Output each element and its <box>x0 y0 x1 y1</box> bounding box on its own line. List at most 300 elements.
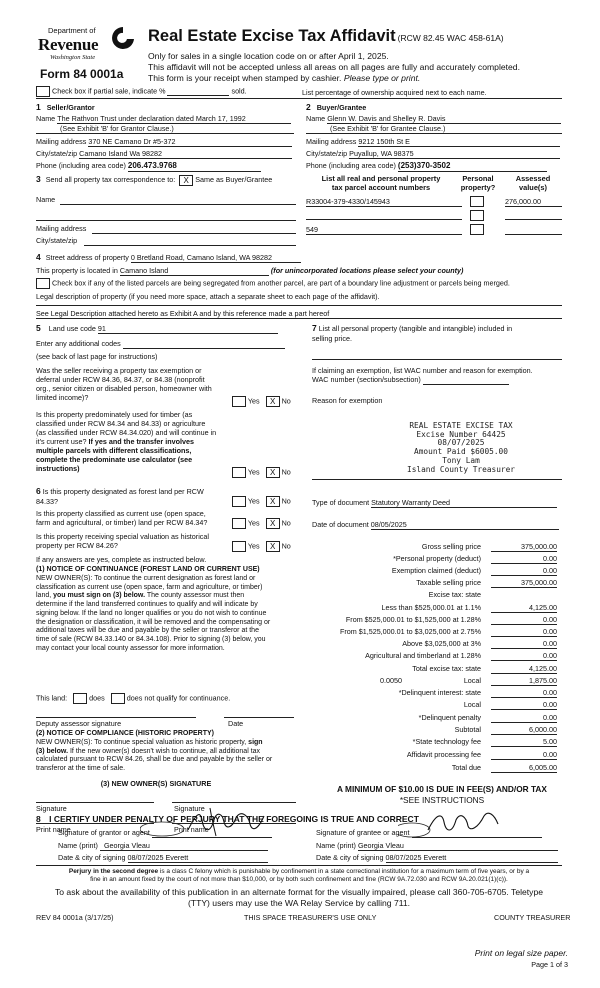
notice1-line3 <box>36 592 306 601</box>
header-line-1: Only for sales in a single location code on or after April 1, 2025. <box>148 51 389 61</box>
does-not-checkbox[interactable] <box>111 693 125 704</box>
current-use-q-line1: Is this property classified as current use (open space, <box>36 509 206 518</box>
timber-q-line7: instructions) <box>36 464 80 473</box>
street-address-row <box>36 252 301 263</box>
logo-line-revenue: Revenue <box>38 35 99 54</box>
calc-exemption-value[interactable]: 0.00 <box>491 566 557 576</box>
exemption-q-line2: deferral under RCW 84.36, 84.37, or 84.38 (nonprofit <box>36 375 205 384</box>
section3-city-line <box>84 245 296 246</box>
timber-no-label: No <box>281 467 291 477</box>
new-owner-sig-line-1 <box>36 802 154 803</box>
buyer-mailing-row <box>306 137 560 147</box>
calc-del-state <box>312 688 557 699</box>
notice1-line9: may contact your local county assessor for more information. <box>36 644 225 652</box>
section4-number: 4 <box>36 252 41 262</box>
section3-row <box>36 174 272 186</box>
buyer-heading <box>306 102 366 113</box>
does-not-label: does not qualify for continuance. <box>126 693 231 703</box>
alt-line2: (TTY) users may use the WA Relay Service by calling 711. <box>187 898 411 909</box>
parcel-col-header <box>306 174 456 193</box>
buyer-name-line2 <box>306 124 562 134</box>
wac-line2 <box>312 375 562 385</box>
exemption-yes-no <box>232 396 291 407</box>
historical-q-line2: property per RCW 84.26? <box>36 541 118 550</box>
street-address-field[interactable]: 0 Bretland Road, Camano Island, WA 98282 <box>131 253 301 263</box>
notice2-line4: transferor at the time of sale. <box>36 765 126 772</box>
exemption-yes-label: Yes <box>247 396 260 406</box>
doc-type-label: Type of document <box>312 498 370 507</box>
calc-local <box>312 676 557 687</box>
personal-property-checkbox-3[interactable] <box>470 224 484 235</box>
page-number: Page 1 of 3 <box>531 960 568 969</box>
grantee-date-field[interactable]: 08/07/2025 Everett <box>386 853 558 863</box>
buyer-phone-field[interactable]: (253)370-3502 <box>398 161 547 172</box>
calc-personal-value[interactable]: 0.00 <box>491 554 557 564</box>
stamp-line4: Amount Paid $6005.00 <box>414 447 508 457</box>
timber-yes-no <box>232 467 291 478</box>
section3-mailing-label: Mailing address <box>36 224 87 233</box>
calc-state-label: Excise tax: state <box>428 590 481 599</box>
timber-q-line4-plain: it's current use? <box>36 437 87 446</box>
section3-city-row <box>36 236 77 245</box>
seller-heading-text: Seller/Grantor <box>46 103 95 112</box>
grantor-date-field[interactable]: 08/07/2025 Everett <box>128 853 268 863</box>
certify-statement: I CERTIFY UNDER PENALTY OF PERJURY THAT THE FOREGOING IS TRUE AND CORRECT <box>49 814 419 824</box>
section3-mailing-row <box>36 224 86 233</box>
assessed-value-1[interactable]: 276,000.00 <box>505 197 562 207</box>
historical-no-checkbox[interactable]: X <box>266 541 280 552</box>
new-owner-signature-label-1: Signature <box>36 804 67 813</box>
seller-city-label: City/state/zip <box>36 149 78 158</box>
stamp-line6: Island County Treasurer <box>407 464 515 474</box>
dor-emblem-icon <box>110 25 136 53</box>
this-land-label: This land: <box>36 693 68 703</box>
historical-no-label: No <box>281 541 291 551</box>
deputy-signature-label: Deputy assessor signature <box>36 719 122 728</box>
form-title: Real Estate Excise Tax Affidavit <box>148 27 396 45</box>
form-citation: (RCW 82.45 WAC 458-61A) <box>397 33 504 43</box>
stamp-line1: REAL ESTATE EXCISE TAX <box>409 421 513 430</box>
seller-mailing-field[interactable]: 370 NE Camano Dr #5-372 <box>88 137 292 147</box>
legal-size-note: Print on legal size paper. <box>474 948 568 958</box>
calc-del-local-value[interactable]: 0.00 <box>491 700 557 710</box>
current-use-yes-no <box>232 518 291 529</box>
notice1-line4: determine if the land transferred continues to qualify and will indicate by <box>36 601 258 608</box>
calc-total-label: Total due <box>451 763 481 772</box>
calc-tech <box>312 737 557 748</box>
alt-line1: To ask about the availability of this publication in an alternate format for the visually impaired, please call 360-705-6705. Teletype <box>54 887 544 897</box>
section6-number: 6 <box>36 486 41 496</box>
forest-q-line2: 84.33? <box>36 496 58 506</box>
segregated-checkbox[interactable] <box>36 278 50 289</box>
logo-line-state: Washington State <box>50 54 96 61</box>
partial-sale-sold: sold. <box>231 86 247 96</box>
segregated-label: Check box if any of the listed parcels are being segregated from another parcel, are part of a boundary line adjustment or parcels being merged. <box>52 278 510 288</box>
partial-sale-percent-field[interactable] <box>167 86 229 96</box>
section3-name-row <box>36 195 55 204</box>
grantor-signature-scribble-icon <box>140 806 280 838</box>
wac-block <box>312 366 562 385</box>
seller-mailing-row <box>36 137 292 147</box>
parcel-row-1[interactable]: R33004-379-4330/145943 <box>306 197 462 207</box>
header-line-3 <box>148 73 420 84</box>
buyer-city-row <box>306 149 560 159</box>
section8-number: 8 <box>36 814 41 824</box>
historical-question <box>36 532 236 550</box>
does-label: does <box>89 693 105 703</box>
new-owner-signature-label-2: Signature <box>174 804 205 813</box>
wac-line1: If claiming an exemption, list WAC number and reason for exemption. <box>312 366 533 375</box>
personal-property-question <box>312 323 562 343</box>
calc-affidavit <box>312 750 557 761</box>
calc-subtotal-label: Subtotal <box>454 725 481 734</box>
buyer-phone-row <box>306 161 547 172</box>
calc-total-value[interactable]: 6,005.00 <box>491 763 557 773</box>
timber-q-line4 <box>36 437 246 446</box>
historical-q-line1: Is this property receiving special valuation as historical <box>36 532 209 541</box>
calc-total-state <box>312 664 557 675</box>
section3-number: 3 <box>36 174 41 184</box>
header-line-3-emphasis: Please type or print. <box>343 73 421 83</box>
personal-property-line <box>312 359 562 360</box>
assessed-value-2-line <box>505 219 562 220</box>
grantee-name-label: Name (print) <box>316 841 356 850</box>
grantor-date-label: Date & city of signing <box>58 853 126 862</box>
additional-codes-row <box>36 339 285 349</box>
calc-del-penalty-label: *Delinquent penalty <box>418 713 481 722</box>
current-use-yes-label: Yes <box>247 518 260 528</box>
calc-total <box>312 763 557 774</box>
timber-yes-checkbox[interactable] <box>232 467 246 478</box>
seller-city-row <box>36 149 292 159</box>
calc-tier4 <box>312 639 557 650</box>
calc-tech-label: *State technology fee <box>412 737 481 746</box>
footer-divider <box>36 865 562 866</box>
form-number: Form 84 0001a <box>40 67 124 81</box>
wac-number-field[interactable] <box>423 375 509 385</box>
calc-affidavit-label: Affidavit processing fee <box>406 750 481 759</box>
minimum-due-note: A MINIMUM OF $10.00 IS DUE IN FEE(S) AND/OR TAX <box>337 784 547 794</box>
section7-number: 7 <box>312 323 317 333</box>
parcel-col-header-2: tax parcel account numbers <box>331 183 431 193</box>
notice1-line3b: you must sign on (3) below. <box>53 592 146 600</box>
notice1-line8: time of sale (RCW 84.33.140 or 84.34.108). Prior to signing (3) below, you <box>36 636 266 643</box>
see-instructions-note: *SEE INSTRUCTIONS <box>399 795 485 805</box>
notice1-line6: the designation or classification, it will be removed and the compensating or <box>36 618 271 626</box>
new-owner-sig-line-2 <box>172 802 296 803</box>
seller-name-field-2[interactable] <box>36 124 294 134</box>
street-address-label: Street address of property <box>45 253 129 262</box>
partial-sale-checkbox[interactable] <box>36 86 50 97</box>
land-use-label: Land use code <box>48 324 96 333</box>
legal-description-blank-line <box>36 305 562 306</box>
doc-type-field[interactable]: Statutory Warranty Deed <box>371 498 557 508</box>
deputy-signature-line <box>36 717 196 718</box>
header-line-2: This affidavit will not be accepted unless all areas on all pages are fully and accurately completed. <box>148 62 520 72</box>
does-checkbox[interactable] <box>73 693 87 704</box>
revision-label: REV 84 0001a (3/17/25) <box>36 913 114 922</box>
calc-del-penalty-value[interactable]: 0.00 <box>491 713 557 723</box>
exemption-q-line1: Was the seller receiving a property tax exemption or <box>36 366 202 375</box>
doc-date-field[interactable]: 08/05/2025 <box>371 520 559 530</box>
deputy-date-label: Date <box>228 719 244 728</box>
section7-line1 <box>312 323 562 334</box>
section3-mailing-line <box>92 233 296 234</box>
buyer-mailing-label: Mailing address <box>306 137 357 146</box>
notice2-line3: calculated pursuant to RCW 84.26, shall be due and payable by the seller or <box>36 756 273 764</box>
county-treasurer-label: COUNTY TREASURER <box>494 913 571 922</box>
parcel-row-3[interactable]: 549 <box>306 225 462 235</box>
parcel-col-header-1: List all real and personal property <box>321 174 441 183</box>
see-back-note: (see back of last page for instructions) <box>36 352 158 361</box>
current-use-q-line2: farm and agricultural, or timber) land per RCW 84.34? <box>36 518 208 527</box>
alternate-format-notice <box>36 887 562 909</box>
buyer-city-label: City/state/zip <box>306 149 348 158</box>
calc-gross-label: Gross selling price <box>421 542 481 551</box>
calc-taxable-label: Taxable selling price <box>416 578 481 587</box>
seller-city-field[interactable]: Camano Island Wa 98282 <box>79 149 292 159</box>
forest-no-checkbox[interactable]: X <box>266 496 280 507</box>
personal-col-header-1: Personal <box>462 174 494 183</box>
land-use-field[interactable]: 91 <box>98 324 278 334</box>
perjury-line2: fine in an amount fixed by the court of not more than $10,000, or by both such confinement and fine (RCW 9A.72.030 and RCW 9A.20.021(1)(c)). <box>90 876 508 884</box>
land-use-row <box>36 323 278 334</box>
calc-tier2-value[interactable]: 0.00 <box>491 615 557 625</box>
calc-affidavit-value[interactable]: 0.00 <box>491 750 557 760</box>
grantor-signature-label: Signature of grantor or agent <box>58 828 150 837</box>
perjury-line1-text: is a class C felony which is punishable by confinement in a state correctional institution for a maximum term of five years, or by a <box>159 868 530 875</box>
calc-total-state-value[interactable]: 4,125.00 <box>491 664 557 674</box>
current-use-no-label: No <box>281 518 291 528</box>
section3-name-line <box>60 204 296 205</box>
exemption-no-label: No <box>281 396 291 406</box>
grantor-name-row <box>58 841 268 851</box>
calc-taxable <box>312 578 557 589</box>
buyer-phone-label: Phone (including area code) <box>306 161 396 170</box>
personal-property-checkbox-2[interactable] <box>470 210 484 221</box>
stamp-line5: Tony Lam <box>442 455 480 465</box>
personal-col-header-2: property? <box>460 183 496 193</box>
buyer-name-field[interactable]: Glenn W. Davis and Shelley R. Davis <box>327 114 561 124</box>
forest-yes-label: Yes <box>247 496 260 506</box>
grantee-date-label: Date & city of signing <box>316 853 384 862</box>
calc-ag-value[interactable]: 0.00 <box>491 651 557 661</box>
located-row <box>36 266 463 276</box>
partial-sale-row <box>36 86 247 97</box>
new-owner-signature-heading: (3) NEW OWNER(S) SIGNATURE <box>100 779 212 788</box>
grantee-signature-label: Signature of grantee or agent <box>316 828 410 837</box>
buyer-name-field-2[interactable] <box>306 124 562 134</box>
timber-yes-label: Yes <box>247 467 260 477</box>
buyer-name-label: Name <box>306 114 326 123</box>
doc-type-row <box>312 498 557 508</box>
calc-tier1-value[interactable]: 4,125.00 <box>491 603 557 613</box>
same-as-buyer-label: Same as Buyer/Grantee <box>195 175 273 184</box>
section3-name-label: Name <box>36 195 56 204</box>
calc-total-state-label: Total excise tax: state <box>412 664 481 673</box>
forest-yes-checkbox[interactable] <box>232 496 246 507</box>
new-owner-print-label-1: Print name <box>36 825 71 834</box>
calc-tier4-label: Above $3,025,000 at 3% <box>402 639 481 648</box>
calc-del-local-label: Local <box>463 700 481 709</box>
calc-tier3 <box>312 627 557 638</box>
calc-tier4-value[interactable]: 0.00 <box>491 639 557 649</box>
calc-gross <box>312 542 557 553</box>
header-divider <box>36 98 562 99</box>
notice2-line1a: NEW OWNER(S): To continue special valuation as historic property, <box>36 738 247 746</box>
calc-local-label: Local <box>463 676 481 685</box>
buyer-name-row <box>306 114 561 124</box>
exemption-question <box>36 366 236 402</box>
perjury-bold: Perjury in the second degree <box>68 868 159 875</box>
ownership-note: List percentage of ownership acquired next to each name. <box>302 88 487 97</box>
forest-q-line1-text: Is this property designated as forest land per RCW <box>42 487 204 496</box>
segregated-row <box>36 278 510 289</box>
legal-description-label: Legal description of property (if you need more space, attach a separate sheet to each page of the affidavit). <box>36 292 380 301</box>
notice-of-compliance <box>36 730 306 774</box>
grantee-name-field[interactable]: Georgia Vleau <box>358 841 558 851</box>
perjury-line1 <box>36 868 562 876</box>
located-note: (for unincorporated locations please select your county) <box>270 266 464 275</box>
timber-question <box>36 410 246 473</box>
stamp-line2: Excise Number 64425 <box>416 429 506 439</box>
grantee-name-row <box>316 841 558 851</box>
personal-col-header <box>455 174 501 193</box>
seller-name-row <box>36 114 291 124</box>
new-owner-print-label-2: Print name <box>174 825 209 834</box>
same-as-buyer-checkbox[interactable]: X <box>179 175 193 186</box>
calc-taxable-value[interactable]: 375,000.00 <box>491 578 557 588</box>
notice2-line1 <box>36 739 306 748</box>
timber-q-line2: classified under RCW 84.34 and 84.33) or agriculture <box>36 419 206 428</box>
notice2-line2b: If the new owner(s) doesn't wish to continue, all additional tax <box>69 747 261 755</box>
forest-yes-no <box>232 496 291 507</box>
if-any-yes-note: If any answers are yes, complete as instructed below. <box>36 555 207 564</box>
historical-yes-label: Yes <box>247 541 260 551</box>
calc-tech-value[interactable]: 5.00 <box>491 737 557 747</box>
calc-state-heading <box>312 590 557 601</box>
section7-line1-text: List all personal property (tangible and intangible) included in <box>318 324 513 333</box>
section7-line2: selling price. <box>312 333 352 343</box>
forest-no-label: No <box>281 496 291 506</box>
assessed-col-header <box>503 174 563 193</box>
reason-line <box>312 479 562 480</box>
calc-tier1-label: Less than $525,000.01 at 1.1% <box>381 603 481 612</box>
current-use-yes-checkbox[interactable] <box>232 518 246 529</box>
located-field[interactable]: Camano Island <box>120 266 269 276</box>
timber-no-checkbox[interactable]: X <box>266 467 280 478</box>
calc-ag-label: Agricultural and timberland at 1.28% <box>365 651 481 660</box>
exemption-no-checkbox[interactable]: X <box>266 396 280 407</box>
calc-del-state-label: *Delinquent interest: state <box>398 688 481 697</box>
grantor-date-row <box>58 853 268 863</box>
personal-property-checkbox-1[interactable] <box>470 196 484 207</box>
calc-del-local <box>312 700 557 711</box>
calc-local-value[interactable]: 1,875.00 <box>491 676 557 686</box>
exemption-q-line4: limited income)? <box>36 393 89 402</box>
historical-yes-no <box>232 541 291 552</box>
dor-logo <box>36 25 142 67</box>
calc-tier2-label: From $525,000.01 to $1,525,000 at 1.28% <box>345 615 481 624</box>
section3-name-line-2 <box>36 220 296 221</box>
timber-q-line3: (as classified under RCW 84.34.020) and will continue in <box>36 428 217 437</box>
logo-line-department: Department of <box>48 26 96 35</box>
current-use-no-checkbox[interactable]: X <box>266 518 280 529</box>
historical-yes-checkbox[interactable] <box>232 541 246 552</box>
calc-tier3-label: From $1,525,000.01 to $3,025,000 at 2.75% <box>339 627 481 636</box>
seller-phone-label: Phone (including area code) <box>36 161 126 170</box>
timber-q-line4-bold: If yes and the transfer involves <box>88 437 194 446</box>
grantor-name-label: Name (print) <box>58 841 98 850</box>
additional-codes-label: Enter any additional codes <box>36 339 121 348</box>
buyer-mailing-field[interactable]: 9212 150th St E <box>358 137 560 147</box>
notice1-line1: NEW OWNER(S): To continue the current designation as forest land or <box>36 574 256 582</box>
treasurer-stamp <box>376 422 546 474</box>
calc-tier3-value[interactable]: 0.00 <box>491 627 557 637</box>
calc-gross-value[interactable]: 375,000.00 <box>491 542 557 552</box>
notice1-line3a: land, <box>36 592 52 600</box>
partial-sale-label: Check box if partial sale, indicate % <box>52 86 166 96</box>
notice2-line2a: (3) below. <box>36 747 69 755</box>
seller-name-field[interactable]: The Rathvon Trust under declaration dated March 17, 1992 <box>57 114 291 124</box>
doc-date-row <box>312 520 559 530</box>
grantee-signature-scribble-icon <box>398 808 508 838</box>
assessed-value-3-line <box>505 234 562 235</box>
seller-phone-field[interactable]: 206.473.9768 <box>128 161 261 172</box>
seller-name-line2 <box>36 124 294 134</box>
forest-q-line1 <box>36 486 236 497</box>
calc-subtotal-value[interactable]: 6,000.00 <box>491 725 557 735</box>
calc-personal <box>312 554 557 565</box>
section5-number: 5 <box>36 323 41 333</box>
buyer-section-number: 2 <box>306 102 311 112</box>
seller-phone-row <box>36 161 261 172</box>
additional-codes-field[interactable] <box>123 339 285 349</box>
reason-for-exemption-label: Reason for exemption <box>312 396 383 405</box>
buyer-heading-text: Buyer/Grantee <box>316 103 367 112</box>
seller-heading <box>36 102 95 113</box>
grantee-date-row <box>316 853 558 863</box>
buyer-name-2-text: (See Exhibit 'B' for Grantee Clause.) <box>330 124 446 133</box>
stamp-line3: 08/07/2025 <box>437 438 485 448</box>
section3-city-label: City/state/zip <box>36 236 78 245</box>
legal-description-field[interactable]: See Legal Description attached hereto as Exhibit A and by this reference made a part hereof <box>36 309 562 319</box>
grantor-name-field[interactable]: Georgia Vleau <box>100 841 268 851</box>
calc-tier2 <box>312 615 557 626</box>
forest-question <box>36 486 236 506</box>
timber-q-line1: Is this property predominately used for timber (as <box>36 410 193 419</box>
notice2-line1b: sign <box>248 738 263 746</box>
buyer-city-field[interactable]: Puyallup, WA 98375 <box>349 149 560 159</box>
exemption-yes-checkbox[interactable] <box>232 396 246 407</box>
wac-line2-label: WAC number (section/subsection) <box>312 375 421 384</box>
form-title-block <box>148 26 504 47</box>
notice1-line3c: The county assessor must then <box>146 592 245 600</box>
calc-ag <box>312 651 557 662</box>
notice1-title: (1) NOTICE OF CONTINUANCE (FOREST LAND OR CURRENT USE) <box>36 566 260 573</box>
treasurer-use-label: THIS SPACE TREASURER'S USE ONLY <box>244 913 377 922</box>
current-use-question <box>36 509 236 527</box>
located-label: This property is located in <box>36 266 118 275</box>
this-land-row <box>36 693 230 704</box>
section3-label: Send all property tax correspondence to: <box>45 175 176 184</box>
calc-local-rate: 0.0050 <box>380 676 402 685</box>
calc-del-state-value[interactable]: 0.00 <box>491 688 557 698</box>
exemption-q-line3: org., senior citizen or disabled person, homeowner with <box>36 384 212 393</box>
doc-date-label: Date of document <box>312 520 369 529</box>
seller-name-label: Name <box>36 114 56 123</box>
notice1-line5: signing below. If the land no longer qualifies or you do not wish to continue <box>36 609 267 617</box>
